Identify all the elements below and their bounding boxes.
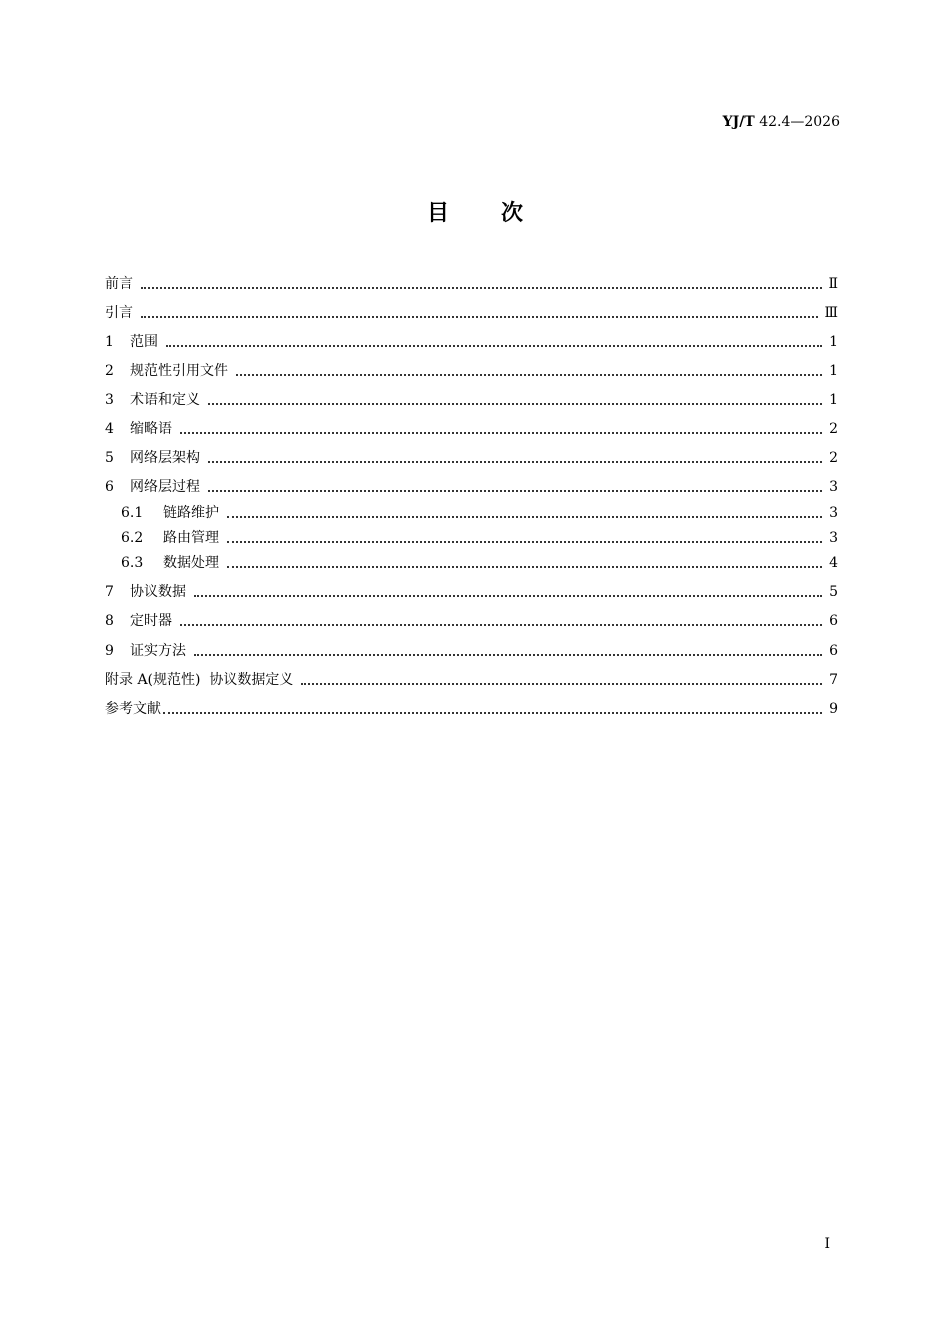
toc-entry-number: 8 bbox=[105, 613, 114, 629]
toc-entry-label: 网络层架构 bbox=[130, 450, 200, 466]
toc-entry-routing-management[interactable] bbox=[121, 528, 838, 548]
toc-entry-number: 3 bbox=[105, 392, 114, 408]
document-code-prefix: YJ/T bbox=[722, 114, 755, 130]
toc-leader-dots bbox=[208, 490, 822, 492]
toc-entry-number: 6.1 bbox=[121, 505, 144, 521]
toc-entry-page: 6 bbox=[829, 643, 838, 659]
toc-entry-bibliography[interactable] bbox=[105, 699, 838, 719]
toc-entry-label: 参考文献 bbox=[105, 701, 161, 717]
toc-entry-page: 6 bbox=[829, 613, 838, 629]
toc-leader-dots bbox=[227, 566, 822, 568]
toc-leader-dots bbox=[180, 624, 822, 626]
page-title bbox=[0, 196, 950, 227]
toc-leader-dots bbox=[180, 432, 822, 434]
toc-entry-link-maintenance[interactable] bbox=[121, 503, 838, 523]
toc-entry-page: 7 bbox=[829, 672, 838, 688]
toc-entry-page: 1 bbox=[829, 363, 838, 379]
toc-entry-foreword[interactable] bbox=[105, 274, 838, 294]
toc-entry-label: 缩略语 bbox=[130, 421, 172, 437]
toc-entry-page: 1 bbox=[829, 392, 838, 408]
toc-leader-dots bbox=[163, 712, 822, 714]
toc-entry-number: 2 bbox=[105, 363, 114, 379]
toc-entry-label: 附录 A(规范性) 协议数据定义 bbox=[105, 672, 294, 688]
toc-entry-page: 2 bbox=[829, 421, 838, 437]
toc-entry-number: 9 bbox=[105, 643, 114, 659]
toc-leader-dots bbox=[236, 374, 822, 376]
toc-entry-verification-methods[interactable] bbox=[105, 641, 838, 661]
toc-entry-label: 引言 bbox=[105, 305, 133, 321]
toc-leader-dots bbox=[166, 345, 822, 347]
toc-leader-dots bbox=[194, 595, 822, 597]
toc-entry-page: 3 bbox=[829, 530, 838, 546]
toc-entry-number: 7 bbox=[105, 584, 114, 600]
toc-entry-page: 3 bbox=[829, 479, 838, 495]
toc-leader-dots bbox=[227, 516, 822, 518]
toc-entry-page: 9 bbox=[829, 701, 838, 717]
toc-entry-abbreviations[interactable] bbox=[105, 419, 838, 439]
toc-entry-scope[interactable] bbox=[105, 332, 838, 352]
toc-entry-page: 5 bbox=[829, 584, 838, 600]
toc-leader-dots bbox=[141, 287, 822, 289]
toc-entry-number: 6 bbox=[105, 479, 114, 495]
toc-entry-label: 路由管理 bbox=[163, 530, 219, 546]
toc-entry-label: 链路维护 bbox=[163, 505, 219, 521]
toc-entry-label: 网络层过程 bbox=[130, 479, 200, 495]
toc-leader-dots bbox=[194, 654, 822, 656]
toc-leader-dots bbox=[208, 403, 822, 405]
document-code bbox=[723, 114, 840, 130]
page-title-char-1: 目 bbox=[426, 201, 449, 226]
toc-entry-label: 范围 bbox=[130, 334, 158, 350]
toc-entry-page: 1 bbox=[829, 334, 838, 350]
toc-entry-label: 协议数据 bbox=[130, 584, 186, 600]
toc-entry-number: 6.2 bbox=[121, 530, 144, 546]
page-title-char-2: 次 bbox=[501, 201, 524, 226]
toc-entry-terms[interactable] bbox=[105, 390, 838, 410]
toc-entry-page: Ⅱ bbox=[828, 276, 838, 292]
toc-leader-dots bbox=[141, 316, 818, 318]
toc-entry-label: 证实方法 bbox=[130, 643, 186, 659]
toc-entry-label: 数据处理 bbox=[163, 555, 219, 571]
toc-leader-dots bbox=[301, 683, 822, 685]
toc-entry-page: 3 bbox=[829, 505, 838, 521]
toc-leader-dots bbox=[227, 541, 822, 543]
toc-entry-annex-a[interactable] bbox=[105, 670, 838, 690]
toc-entry-number: 1 bbox=[105, 334, 114, 350]
toc-entry-data-processing[interactable] bbox=[121, 553, 838, 573]
toc-entry-network-process[interactable] bbox=[105, 477, 838, 497]
toc-entry-normative-references[interactable] bbox=[105, 361, 838, 381]
toc-entry-number: 5 bbox=[105, 450, 114, 466]
document-code-number: 42.4—2026 bbox=[759, 114, 840, 130]
toc-entry-network-architecture[interactable] bbox=[105, 448, 838, 468]
toc-leader-dots bbox=[208, 461, 822, 463]
toc-entry-label: 定时器 bbox=[130, 613, 172, 629]
toc-entry-label: 术语和定义 bbox=[130, 392, 200, 408]
toc-entry-page: Ⅲ bbox=[824, 305, 838, 321]
toc-entry-label: 规范性引用文件 bbox=[130, 363, 228, 379]
toc-entry-number: 6.3 bbox=[121, 555, 144, 571]
toc-entry-page: 4 bbox=[829, 555, 838, 571]
toc-entry-label: 前言 bbox=[105, 276, 133, 292]
toc-entry-introduction[interactable] bbox=[105, 303, 838, 323]
toc-entry-number: 4 bbox=[105, 421, 114, 437]
toc-entry-page: 2 bbox=[829, 450, 838, 466]
toc-entry-timers[interactable] bbox=[105, 611, 838, 631]
page-number: I bbox=[824, 1236, 830, 1252]
toc-entry-protocol-data[interactable] bbox=[105, 582, 838, 602]
